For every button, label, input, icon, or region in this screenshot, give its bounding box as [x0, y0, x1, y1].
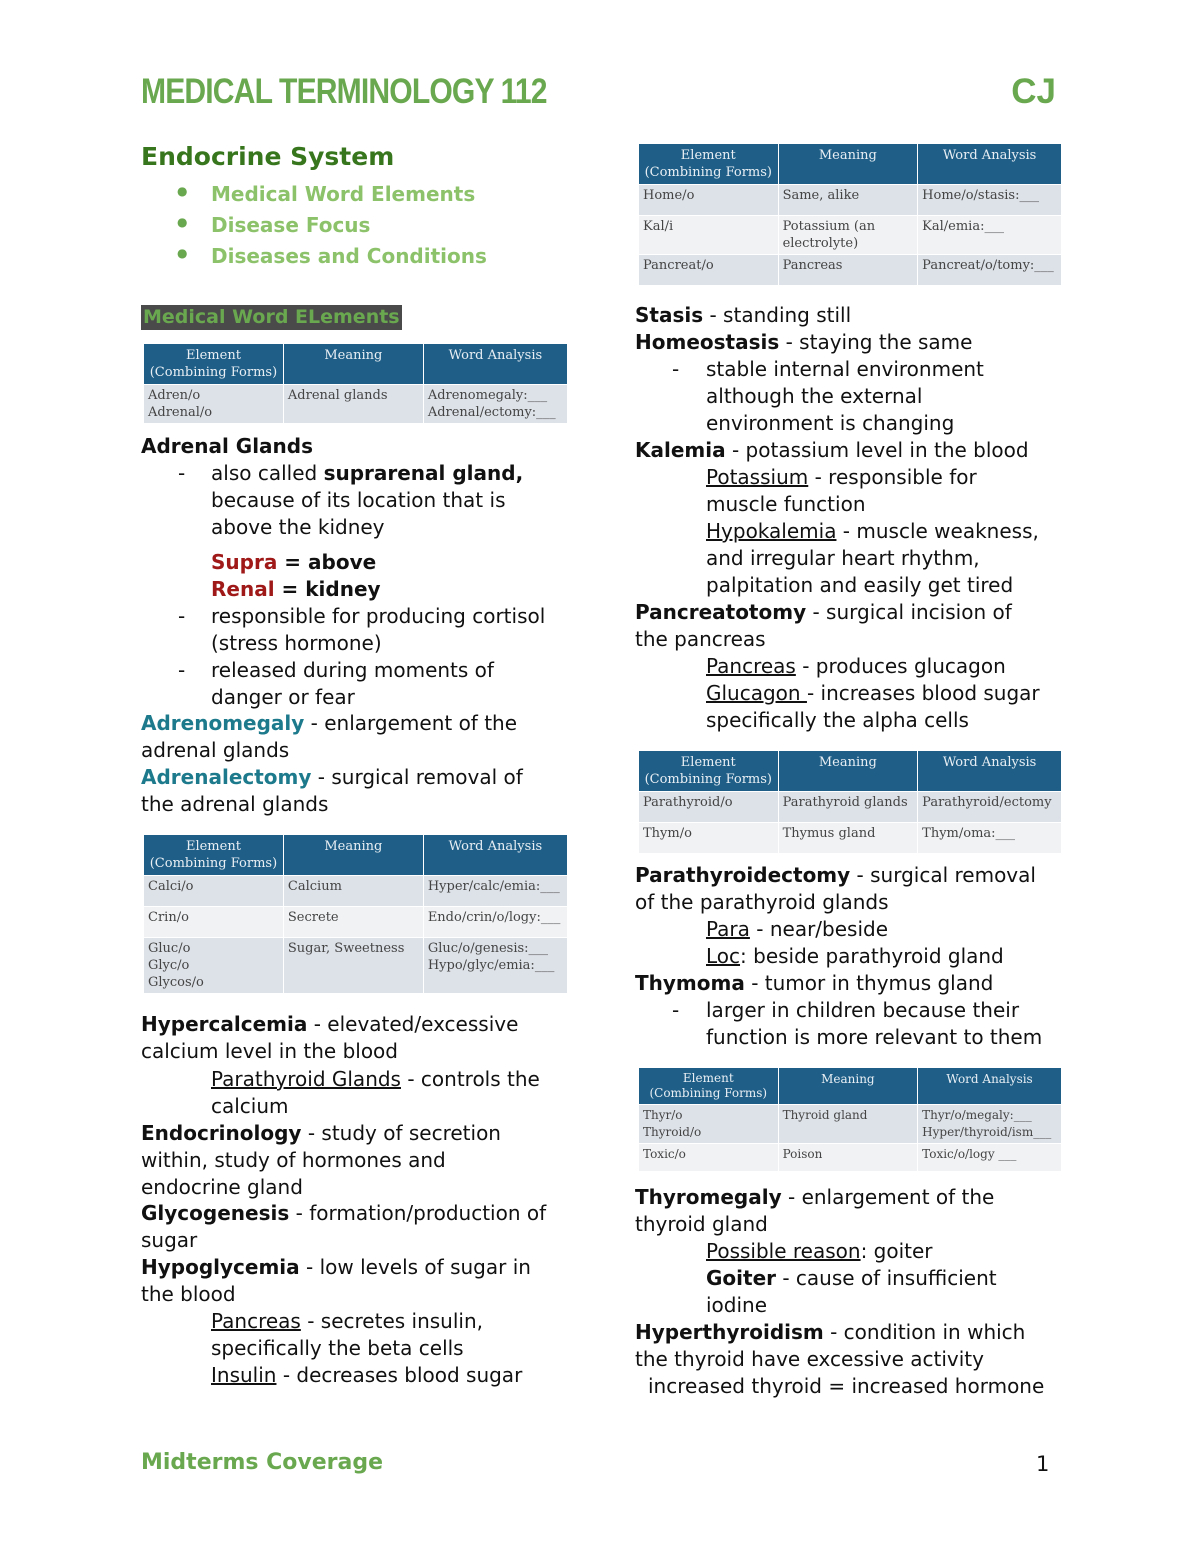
table-cell: Calcium: [283, 876, 423, 907]
page-number: 1: [1036, 1452, 1050, 1476]
table-cell: Thyroid gland: [778, 1105, 918, 1144]
term-adrenalectomy: Adrenalectomy - surgical removal of: [141, 765, 523, 789]
term-stasis: Stasis - standing still: [635, 303, 852, 327]
table-cell: Thyr/o Thyroid/o: [639, 1105, 779, 1144]
term-hypoglycemia: Hypoglycemia - low levels of sugar in: [141, 1255, 531, 1279]
table-cell: Adren/o Adrenal/o: [144, 385, 284, 424]
table-cell: Pancreat/o/tomy:___: [918, 255, 1062, 286]
table-cell: Home/o: [639, 185, 779, 216]
term-hypercalcemia: Hypercalcemia - elevated/excessive: [141, 1012, 519, 1036]
th-meaning: Meaning: [283, 344, 423, 385]
table-row: [639, 1144, 1062, 1172]
th-element: Element (Combining Forms): [144, 344, 284, 385]
document-title: MEDICAL TERMINOLOGY 112: [141, 72, 547, 111]
table-cell: Secrete: [283, 907, 423, 938]
term-pancreatotomy: Pancreatotomy - surgical incision of: [635, 600, 1012, 624]
term-thymoma: Thymoma - tumor in thymus gland: [635, 971, 994, 995]
table-cell: Gluc/o/genesis:___ Hypo/glyc/emia:___: [423, 938, 567, 994]
table-cell: Endo/crin/o/logy:___: [423, 907, 567, 938]
table-cell: Thyr/o/megaly:___ Hyper/thyroid/ism___: [918, 1105, 1062, 1144]
term-adrenomegaly: Adrenomegaly - enlargement of the: [141, 711, 518, 735]
term-thyromegaly: Thyromegaly - enlargement of the: [635, 1185, 995, 1209]
table-cell: Potassium (an electrolyte): [778, 216, 918, 255]
table-row: [639, 792, 1062, 823]
table-cell: Same, alike: [778, 185, 918, 216]
table-cell: Crin/o: [144, 907, 284, 938]
table-of-contents: [141, 182, 487, 275]
table-row: [639, 185, 1062, 216]
table-row: [144, 938, 568, 994]
toc-item[interactable]: ● Diseases and Conditions: [211, 244, 487, 275]
term-glycogenesis: Glycogenesis - formation/production of: [141, 1201, 547, 1225]
term-parathyroidectomy: Parathyroidectomy - surgical removal: [635, 863, 1036, 887]
table-cell: Kal/emia:___: [918, 216, 1062, 255]
table-cell: Toxic/o/logy ___: [918, 1144, 1062, 1172]
table-cell: Parathyroid/o: [639, 792, 779, 823]
table-row: [639, 216, 1062, 255]
term-kalemia: Kalemia - potassium level in the blood: [635, 438, 1029, 462]
footer-label: Midterms Coverage: [141, 1450, 384, 1475]
table-cell: Sugar, Sweetness: [283, 938, 423, 994]
table-cell: Calci/o: [144, 876, 284, 907]
word-elements-table-5: Element (Combining Forms) Meaning Word Analysis Thyr/o Thyroid/o Thyroid gland Thyr/o/megaly:___ Hyper/thyroid/ism___ Toxic/o Poison Toxic/o/logy ___: [638, 1067, 1062, 1172]
table-cell: Thym/o: [639, 823, 779, 854]
table-cell: Gluc/o Glyc/o Glycos/o: [144, 938, 284, 994]
table-row: [144, 907, 568, 938]
table-cell: Pancreat/o: [639, 255, 779, 286]
table-row: [639, 255, 1062, 286]
table-cell: Kal/i: [639, 216, 779, 255]
table-cell: Thymus gland: [778, 823, 918, 854]
table-row: [639, 1105, 1062, 1144]
word-elements-table-1: [143, 343, 568, 424]
word-elements-table-2: Element (Combining Forms) Meaning Word Analysis Calci/o Calcium Hyper/calc/emia:___ Crin/o Secrete Endo/crin/o/logy:___ Gluc/o Glyc/o Glycos/o Sugar, Sweetness Gluc/o/genesis:___ Hypo/glyc/emia:___: [143, 834, 568, 994]
term-hyperthyroidism: Hyperthyroidism - condition in which: [635, 1320, 1026, 1344]
table-cell: Toxic/o: [639, 1144, 779, 1172]
term-homeostasis: Homeostasis - staying the same: [635, 330, 973, 354]
th-analysis: Word Analysis: [423, 344, 567, 385]
word-elements-table-4: Element (Combining Forms) Meaning Word Analysis Parathyroid/o Parathyroid glands Parathyroid/ectomy Thym/o Thymus gland Thym/oma:___: [638, 750, 1062, 854]
table-cell: Adrenomegaly:___ Adrenal/ectomy:___: [423, 385, 567, 424]
toc-item[interactable]: ● Medical Word Elements: [211, 182, 487, 213]
table-cell: Pancreas: [778, 255, 918, 286]
highlighted-heading: Medical Word ELements: [143, 306, 400, 328]
table-cell: Poison: [778, 1144, 918, 1172]
table-cell: Parathyroid/ectomy: [918, 792, 1062, 823]
toc-item[interactable]: ● Disease Focus: [211, 213, 487, 244]
word-elements-table-3: Element (Combining Forms) Meaning Word Analysis Home/o Same, alike Home/o/stasis:___ Kal/i Potassium (an electrolyte) Kal/emia:___ Pancreat/o Pancreas Pancreat/o/tomy:___: [638, 143, 1062, 286]
term-endocrinology: Endocrinology - study of secretion: [141, 1121, 501, 1145]
table-cell: Adrenal glands: [283, 385, 423, 424]
table-cell: Thym/oma:___: [918, 823, 1062, 854]
table-row: [639, 823, 1062, 854]
author-initials: CJ: [1011, 72, 1056, 111]
table-cell: Home/o/stasis:___: [918, 185, 1062, 216]
table-row: [144, 385, 568, 424]
term-adrenal-glands: Adrenal Glands: [141, 434, 314, 458]
table-cell: Parathyroid glands: [778, 792, 918, 823]
table-cell: Hyper/calc/emia:___: [423, 876, 567, 907]
table-row: [144, 876, 568, 907]
section-title: Endocrine System: [141, 142, 395, 171]
